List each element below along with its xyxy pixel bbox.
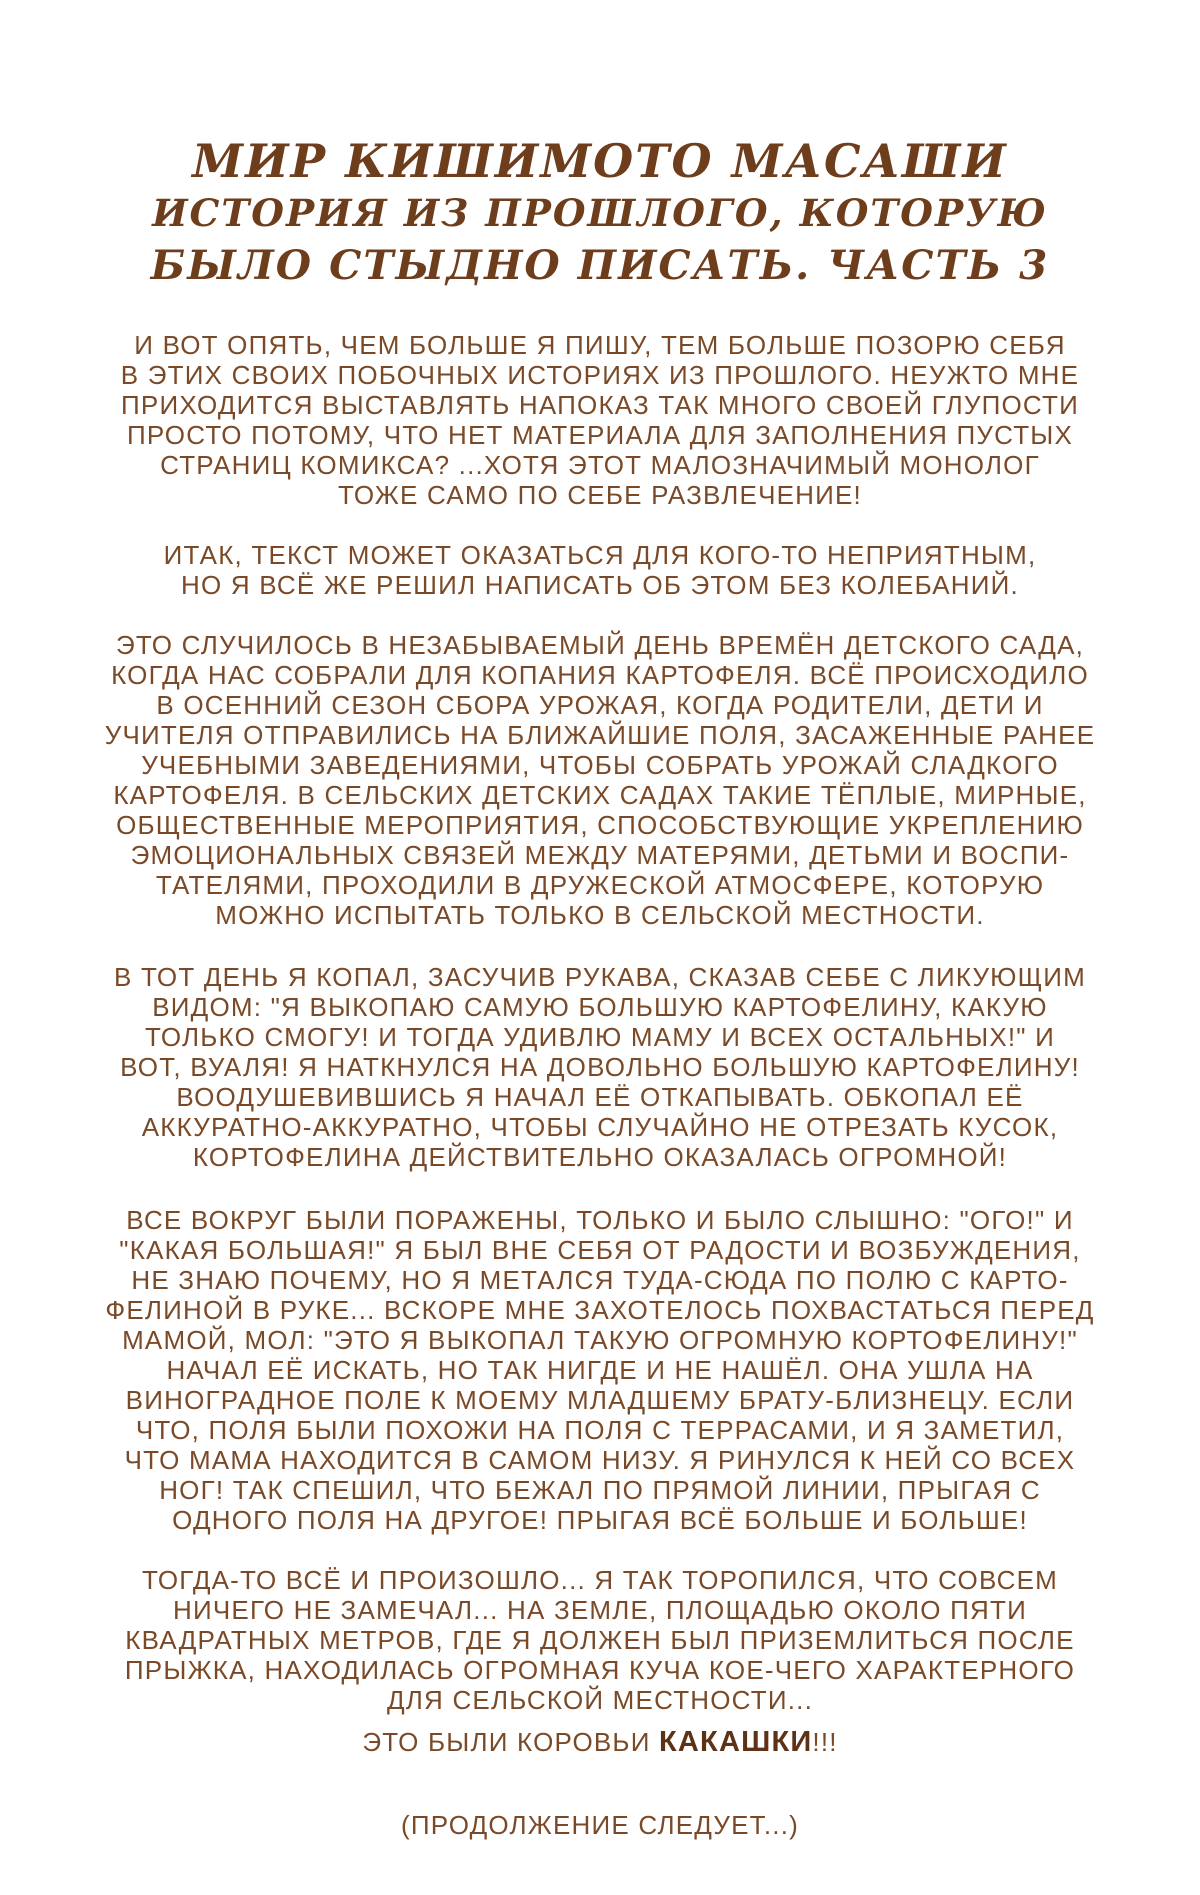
text-line: В ЭТИХ СВОИХ ПОБОЧНЫХ ИСТОРИЯХ ИЗ ПРОШЛОГО. НЕУЖТО МНЕ [120, 360, 1080, 390]
text-line: ВОТ, ВУАЛЯ! Я НАТКНУЛСЯ НА ДОВОЛЬНО БОЛЬШУЮ КАРТОФЕЛИНУ! [120, 1052, 1080, 1082]
text-line: В ОСЕННИЙ СЕЗОН СБОРА УРОЖАЯ, КОГДА РОДИТЕЛИ, ДЕТИ И [156, 690, 1044, 720]
text-line: КОГДА НАС СОБРАЛИ ДЛЯ КОПАНИЯ КАРТОФЕЛЯ. ВСЁ ПРОИСХОДИЛО [111, 660, 1089, 690]
text-line: ТОЖЕ САМО ПО СЕБЕ РАЗВЛЕЧЕНИЕ! [338, 480, 862, 510]
text-line: ИТАК, ТЕКСТ МОЖЕТ ОКАЗАТЬСЯ ДЛЯ КОГО-ТО НЕПРИЯТНЫМ, [163, 540, 1037, 570]
text-line: НИЧЕГО НЕ ЗАМЕЧАЛ... НА ЗЕМЛЕ, ПЛОЩАДЬЮ ОКОЛО ПЯТИ [173, 1595, 1027, 1625]
continued-note [85, 1810, 1115, 1840]
text-line: ЧТО, ПОЛЯ БЫЛИ ПОХОЖИ НА ПОЛЯ С ТЕРРАСАМИ, И Я ЗАМЕТИЛ, [135, 1415, 1065, 1445]
title-line-1: МИР КИШИМОТО МАСАШИ [192, 134, 1008, 188]
punchline-line [85, 1727, 1115, 1757]
text-line: ОДНОГО ПОЛЯ НА ДРУГОЕ! ПРЫГАЯ ВСЁ БОЛЬШЕ И БОЛЬШЕ! [172, 1505, 1028, 1535]
text-line: УЧЕБНЫМИ ЗАВЕДЕНИЯМИ, ЧТОБЫ СОБРАТЬ УРОЖАЙ СЛАДКОГО [141, 750, 1059, 780]
text-line: ВИНОГРАДНОЕ ПОЛЕ К МОЕМУ МЛАДШЕМУ БРАТУ-БЛИЗНЕЦУ. ЕСЛИ [125, 1385, 1075, 1415]
text-line: ВИДОМ: "Я ВЫКОПАЮ САМУЮ БОЛЬШУЮ КАРТОФЕЛИНУ, КАКУЮ [152, 992, 1048, 1022]
continued-text: (ПРОДОЛЖЕНИЕ СЛЕДУЕТ...) [401, 1810, 799, 1840]
text-line: ЭМОЦИОНАЛЬНЫХ СВЯЗЕЙ МЕЖДУ МАТЕРЯМИ, ДЕТЬМИ И ВОСПИ- [130, 840, 1070, 870]
text-line: В ТОТ ДЕНЬ Я КОПАЛ, ЗАСУЧИВ РУКАВА, СКАЗАВ СЕБЕ С ЛИКУЮЩИМ [114, 962, 1086, 992]
text-line: ЧТО МАМА НАХОДИТСЯ В САМОМ НИЗУ. Я РИНУЛСЯ К НЕЙ СО ВСЕХ [124, 1445, 1076, 1475]
text-line: ПРОСТО ПОТОМУ, ЧТО НЕТ МАТЕРИАЛА ДЛЯ ЗАПОЛНЕНИЯ ПУСТЫХ [126, 420, 1074, 450]
text-line: НОГ! ТАК СПЕШИЛ, ЧТО БЕЖАЛ ПО ПРЯМОЙ ЛИНИИ, ПРЫГАЯ С [159, 1475, 1041, 1505]
text-line: И ВОТ ОПЯТЬ, ЧЕМ БОЛЬШЕ Я ПИШУ, ТЕМ БОЛЬШЕ ПОЗОРЮ СЕБЯ [134, 330, 1066, 360]
punchline-emphasis: КАКАШКИ [659, 1726, 813, 1758]
text-line: ТОЛЬКО СМОГУ! И ТОГДА УДИВЛЮ МАМУ И ВСЕХ ОСТАЛЬНЫХ!" И [144, 1022, 1056, 1052]
text-line: СТРАНИЦ КОМИКСА? ...ХОТЯ ЭТОТ МАЛОЗНАЧИМЫЙ МОНОЛОГ [160, 450, 1040, 480]
text-line: ТАТЕЛЯМИ, ПРОХОДИЛИ В ДРУЖЕСКОЙ АТМОСФЕРЕ, КОТОРУЮ [155, 870, 1045, 900]
punchline-exclamation: !!! [812, 1727, 838, 1757]
text-line: НО Я ВСЁ ЖЕ РЕШИЛ НАПИСАТЬ ОБ ЭТОМ БЕЗ КОЛЕБАНИЙ. [181, 570, 1019, 600]
text-line: ЭТО СЛУЧИЛОСЬ В НЕЗАБЫВАЕМЫЙ ДЕНЬ ВРЕМЁН ДЕТСКОГО САДА, [115, 630, 1085, 660]
text-line: ОБЩЕСТВЕННЫЕ МЕРОПРИЯТИЯ, СПОСОБСТВУЮЩИЕ УКРЕПЛЕНИЮ [116, 810, 1084, 840]
title-line-3: БЫЛО СТЫДНО ПИСАТЬ. ЧАСТЬ 3 [150, 241, 1050, 289]
text-line: НАЧАЛ ЕЁ ИСКАТЬ, НО ТАК НИГДЕ И НЕ НАШЁЛ. ОНА УШЛА НА [166, 1355, 1034, 1385]
text-line: УЧИТЕЛЯ ОТПРАВИЛИСЬ НА БЛИЖАЙШИЕ ПОЛЯ, ЗАСАЖЕННЫЕ РАНЕЕ [104, 720, 1096, 750]
text-line: ВООДУШЕВИВШИСЬ Я НАЧАЛ ЕЁ ОТКАПЫВАТЬ. ОБКОПАЛ ЕЁ [176, 1082, 1024, 1112]
text-line: ФЕЛИНОЙ В РУКЕ... ВСКОРЕ МНЕ ЗАХОТЕЛОСЬ ПОХВАСТАТЬСЯ ПЕРЕД [105, 1295, 1095, 1325]
text-line: ДЛЯ СЕЛЬСКОЙ МЕСТНОСТИ... [386, 1685, 814, 1715]
paragraph-intro [85, 330, 1115, 510]
text-line: МОЖНО ИСПЫТАТЬ ТОЛЬКО В СЕЛЬСКОЙ МЕСТНОСТИ. [215, 900, 985, 930]
text-line: ПРЫЖКА, НАХОДИЛАСЬ ОГРОМНАЯ КУЧА КОЕ-ЧЕГО ХАРАКТЕРНОГО [124, 1655, 1076, 1685]
text-line: ПРИХОДИТСЯ ВЫСТАВЛЯТЬ НАПОКАЗ ТАК МНОГО СВОЕЙ ГЛУПОСТИ [121, 390, 1079, 420]
text-line: КВАДРАТНЫХ МЕТРОВ, ГДЕ Я ДОЛЖЕН БЫЛ ПРИЗЕМЛИТЬСЯ ПОСЛЕ [125, 1625, 1075, 1655]
page-title [150, 135, 1050, 291]
text-line: "КАКАЯ БОЛЬШАЯ!" Я БЫЛ ВНЕ СЕБЯ ОТ РАДОСТИ И ВОЗБУЖДЕНИЯ, [119, 1235, 1081, 1265]
paragraph-kindergarten [85, 630, 1115, 930]
paragraph-digging [85, 962, 1115, 1172]
title-line-2: ИСТОРИЯ ИЗ ПРОШЛОГО, КОТОРУЮ [152, 191, 1048, 235]
text-line: МАМОЙ, МОЛ: "ЭТО Я ВЫКОПАЛ ТАКУЮ ОГРОМНУЮ КОРТОФЕЛИНУ!" [122, 1325, 1078, 1355]
text-line: АККУРАТНО-АККУРАТНО, ЧТОБЫ СЛУЧАЙНО НЕ ОТРЕЗАТЬ КУСОК, [141, 1112, 1059, 1142]
text-line: КАРТОФЕЛЯ. В СЕЛЬСКИХ ДЕТСКИХ САДАХ ТАКИЕ ТЁПЛЫЕ, МИРНЫЕ, [113, 780, 1087, 810]
punchline [85, 1727, 1115, 1757]
punchline-text: ЭТО БЫЛИ КОРОВЬИ [362, 1727, 660, 1757]
paragraph-warning [85, 540, 1115, 600]
text-line: ВСЕ ВОКРУГ БЫЛИ ПОРАЖЕНЫ, ТОЛЬКО И БЫЛО СЛЫШНО: "ОГО!" И [126, 1205, 1074, 1235]
text-line: КОРТОФЕЛИНА ДЕЙСТВИТЕЛЬНО ОКАЗАЛАСЬ ОГРОМНОЙ! [192, 1142, 1008, 1172]
text-line: ТОГДА-ТО ВСЁ И ПРОИЗОШЛО... Я ТАК ТОРОПИЛСЯ, ЧТО СОВСЕМ [141, 1565, 1059, 1595]
paragraph-incident [85, 1565, 1115, 1715]
paragraph-running [85, 1205, 1115, 1535]
text-line: НЕ ЗНАЮ ПОЧЕМУ, НО Я МЕТАЛСЯ ТУДА-СЮДА ПО ПОЛЮ С КАРТО- [131, 1265, 1069, 1295]
